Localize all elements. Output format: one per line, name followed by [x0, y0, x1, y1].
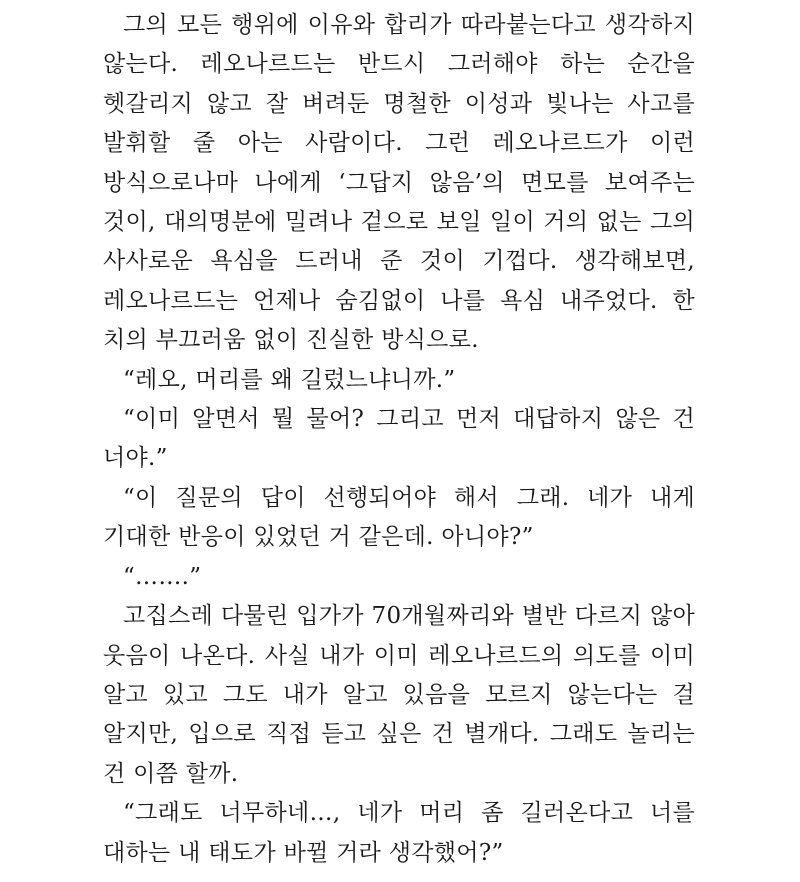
paragraph-narration: 그의 모든 행위에 이유와 합리가 따라붙는다고 생각하지 않는다. 레오나르드는 반드시 그러해야 하는 순간을 헷갈리지 않고 잘 벼려둔 명철한 이성과 빛나는 사고를 발휘할 줄 아는 사람이다. 그런 레오나르드가 이런 방식으로나마 나에게 ‘그답지 않음’의 면모를 보여주는 것이, 대의명분에 밀려나 겉으로 보일 일이 거의 없는 그의 사사로운 욕심을 드러내 준 것이 기껍다. 생각해보면, 레오나르드는 언제나 숨김없이 나를 욕심 내주었다. 한 치의 부끄러움 없이 진실한 방식으로.	[103, 12, 695, 354]
paragraph-dialogue: “이 질문의 답이 선행되어야 해서 그래. 네가 내게 기대한 반응이 있었던 거 같은데. 아니야?”	[103, 484, 695, 551]
paragraph-dialogue: “이미 알면서 뭘 물어? 그리고 먼저 대답하지 않은 건 너야.”	[103, 406, 695, 472]
document-page	[103, 6, 695, 873]
paragraph-dialogue: “레오, 머리를 왜 길렀느냐니까.”	[123, 366, 456, 393]
paragraph-dialogue: “…….”	[123, 563, 202, 590]
paragraph-dialogue: “그래도 너무하네…, 네가 머리 좀 길러온다고 너를 대하는 내 태도가 바뀔 거라 생각했어?”	[103, 800, 695, 866]
paragraph-narration: 고집스레 다물린 입가가 70개월짜리와 별반 다르지 않아 웃음이 나온다. 사실 내가 이미 레오나르드의 의도를 이미 알고 있고 그도 내가 알고 있음을 모르지 않는다는 걸 알지만, 입으로 직접 듣고 싶은 건 별개다. 그래도 놀리는 건 이쯤 할까.	[103, 603, 695, 787]
